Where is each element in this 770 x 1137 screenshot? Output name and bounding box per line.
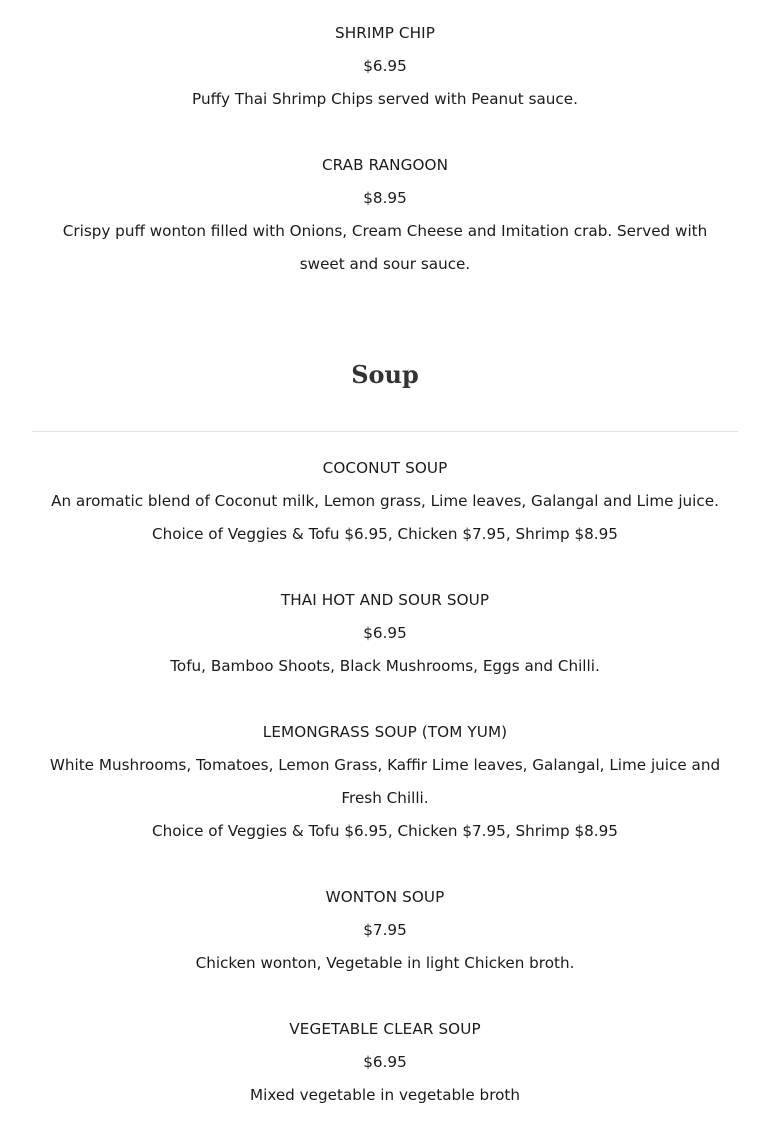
menu-item-price-choice: Choice of Veggies & Tofu $6.95, Chicken $7.95, Shrimp $8.95 — [152, 525, 618, 543]
menu-item-name: SHRIMP CHIP — [335, 24, 435, 42]
menu-item-name: CRAB RANGOON — [321, 156, 449, 174]
menu-item-name: THAI HOT AND SOUR SOUP — [280, 591, 490, 609]
menu-page — [32, 0, 738, 1112]
menu-item-lemongrass-soup — [32, 716, 738, 848]
menu-item-description: Crispy puff wonton filled with Onions, Cream Cheese and Imitation crab. Served with sweet and sour sauce. — [62, 222, 708, 273]
menu-item-wonton-soup — [32, 881, 738, 980]
menu-item-vegetable-clear-soup — [32, 1013, 738, 1112]
menu-item-price: $6.95 — [363, 624, 407, 642]
menu-item-description: Puffy Thai Shrimp Chips served with Peanut sauce. — [192, 90, 578, 108]
menu-item-description: Mixed vegetable in vegetable broth — [250, 1086, 520, 1104]
menu-item-description: Tofu, Bamboo Shoots, Black Mushrooms, Eggs and Chilli. — [170, 657, 600, 675]
menu-item-name: VEGETABLE CLEAR SOUP — [289, 1020, 481, 1038]
menu-item-price: $7.95 — [363, 921, 407, 939]
menu-item-crab-rangoon — [32, 149, 738, 281]
menu-item-price: $6.95 — [363, 1053, 407, 1071]
menu-item-description: Chicken wonton, Vegetable in light Chicken broth. — [195, 954, 575, 972]
menu-item-name: COCONUT SOUP — [322, 459, 448, 477]
section-title-soup: Soup — [351, 360, 419, 389]
menu-item-name: LEMONGRASS SOUP (TOM YUM) — [262, 723, 508, 741]
menu-item-price: $6.95 — [363, 57, 407, 75]
menu-item-description: White Mushrooms, Tomatoes, Lemon Grass, Kaffir Lime leaves, Galangal, Lime juice and Fresh Chilli. — [49, 756, 721, 807]
menu-item-description: An aromatic blend of Coconut milk, Lemon grass, Lime leaves, Galangal and Lime juice. — [51, 492, 719, 510]
menu-item-coconut-soup — [32, 452, 738, 551]
menu-item-price: $8.95 — [363, 189, 407, 207]
menu-item-thai-hot-and-sour-soup — [32, 584, 738, 683]
menu-item-name: WONTON SOUP — [325, 888, 445, 906]
menu-item-shrimp-chip — [32, 17, 738, 116]
menu-item-price-choice: Choice of Veggies & Tofu $6.95, Chicken $7.95, Shrimp $8.95 — [152, 822, 618, 840]
